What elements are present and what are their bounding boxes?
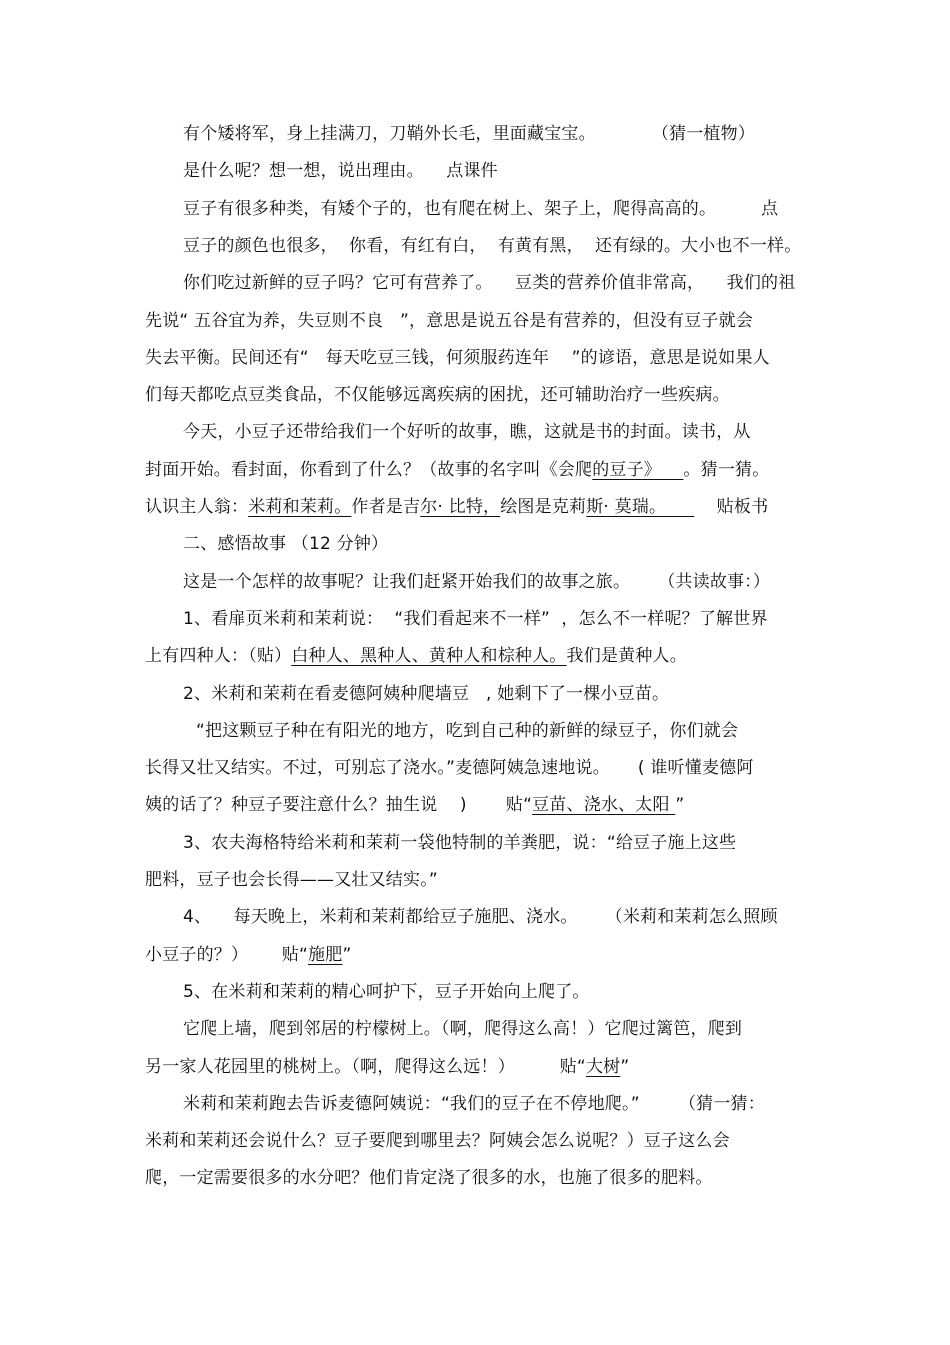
text-segment: 2、米莉和茉莉在看麦德阿姨种爬墙豆 , 她剩下了一棵小豆苗。 <box>183 683 670 704</box>
text-line <box>0 1086 950 1123</box>
text-line <box>0 787 950 824</box>
text-segment: 3、农夫海格特给米莉和茉莉一袋他特制的羊粪肥，说：“给豆子施上这些 <box>183 832 737 853</box>
text-segment: 上有四种人：（贴） <box>145 646 292 667</box>
text-line <box>0 1123 950 1160</box>
text-segment: 作者是吉 <box>351 497 421 517</box>
text-line <box>0 1049 950 1086</box>
text-segment: 4、 每天晚上，米莉和茉莉都给豆子施肥、浇水。 （米莉和茉莉怎么照顾 <box>183 907 778 928</box>
text-segment: 失去平衡。民间还有“ 每天吃豆三钱，何须服药连年 ”的谚语，意思是说如果人 <box>145 347 770 368</box>
text-segment: 米莉和茉莉跑去告诉麦德阿姨说：“我们的豆子在不停地爬。” （猜一猜： <box>183 1093 765 1114</box>
text-line <box>0 937 950 974</box>
text-line <box>0 862 950 899</box>
text-segment: 二、感悟故事 （12 分钟） <box>183 534 389 555</box>
text-segment: “把这颗豆子种在有阳光的地方，吃到自己种的新鲜的绿豆子，你们就会 <box>196 720 739 741</box>
text-line <box>0 1011 950 1048</box>
text-segment: 它爬上墙，爬到邻居的柠檬树上。（啊，爬得这么高！）它爬过篱笆，爬到 <box>183 1019 743 1040</box>
text-line <box>0 377 950 414</box>
text-line <box>0 676 950 713</box>
text-line <box>0 526 950 563</box>
text-line <box>0 340 950 377</box>
text-line <box>0 303 950 340</box>
text-line <box>0 750 950 787</box>
underlined-text: 大树 <box>585 1056 621 1077</box>
text-line <box>0 825 950 862</box>
text-segment: 1、看扉页米莉和茉莉说： “我们看起来不一样” ，怎么不一样呢？了解世界 <box>183 608 768 629</box>
text-segment: 爬，一定需要很多的水分吧？他们肯定浇了很多的水，也施了很多的肥料。 <box>145 1168 713 1189</box>
text-segment: 有个矮将军，身上挂满刀，刀鞘外长毛，里面藏宝宝。 （猜一植物） <box>183 124 756 144</box>
text-segment: 我们是黄种人。 <box>566 646 687 667</box>
text-line <box>0 452 950 489</box>
text-segment: 小豆子的？） 贴“ <box>145 944 309 965</box>
underlined-text: 米莉和茉莉。 <box>248 497 352 517</box>
text-line <box>0 414 950 451</box>
text-line <box>0 1160 950 1197</box>
text-segment: 肥料，豆子也会长得——又壮又结实。” <box>145 870 438 890</box>
text-segment: 先说“ 五谷宜为养，失豆则不良 ”，意思是说五谷是有营养的，但没有豆子就会 <box>145 310 754 331</box>
underlined-text: 豆苗、浇水、太阳 <box>532 795 676 816</box>
text-line <box>0 116 950 153</box>
underlined-text: 斯· 莫瑞。 <box>586 497 695 517</box>
text-line <box>0 265 950 302</box>
underlined-text: 的豆子》 <box>592 459 684 480</box>
text-segment: 是什么呢？想一想，说出理由。 点课件 <box>183 161 498 182</box>
text-segment: 认识主人翁： <box>145 497 249 517</box>
text-line <box>0 713 950 750</box>
text-segment: ” <box>342 944 352 965</box>
text-segment: 豆子的颜色也很多， 你看，有红有白， 有黄有黑， 还有绿的。大小也不一样。 <box>183 235 802 256</box>
text-line <box>0 638 950 675</box>
underlined-text: 尔· 比特， <box>420 497 501 517</box>
text-segment: 米莉和茉莉还会说什么？豆子要爬到哪里去？阿姨会怎么说呢？）豆子这么会 <box>145 1131 730 1152</box>
text-line <box>0 228 950 265</box>
text-line <box>0 899 950 936</box>
text-segment: 们每天都吃点豆类食品，不仅能够远离疾病的困扰，还可辅助治疗一些疾病。 <box>145 385 730 406</box>
text-segment: 这是一个怎样的故事呢？让我们赶紧开始我们的故事之旅。 （共读故事：） <box>183 571 771 592</box>
underlined-text: 施肥 <box>308 944 343 965</box>
text-segment: 。猜一猜。 <box>683 459 770 480</box>
text-line <box>0 191 950 228</box>
text-segment: 另一家人花园里的桃树上。（啊，爬得这么远！） 贴“ <box>145 1056 586 1077</box>
text-segment: 绘图是克莉 <box>500 497 587 517</box>
text-segment: 豆子有很多种类，有矮个子的，也有爬在树上、架子上，爬得高高的。 点 <box>183 198 779 219</box>
underlined-text: 白种人、黑种人、黄种人和棕种人。 <box>291 646 567 667</box>
text-segment: 你们吃过新鲜的豆子吗？它可有营养了。 豆类的营养价值非常高， 我们的祖 <box>183 273 796 294</box>
text-segment: 5、在米莉和茉莉的精心呵护下，豆子开始向上爬了。 <box>183 981 590 1002</box>
text-line <box>0 601 950 638</box>
text-line <box>0 974 950 1011</box>
text-line <box>0 564 950 601</box>
text-line <box>0 153 950 190</box>
text-segment: 长得又壮又结实。不过，可别忘了浇水。”麦德阿姨急速地说。 ( 谁听懂麦德阿 <box>145 758 754 779</box>
text-segment: 姨的话了？种豆子要注意什么？抽生说 ) 贴“ <box>145 795 533 816</box>
text-segment: ” <box>675 795 685 816</box>
text-line <box>0 489 950 526</box>
text-segment: 今天，小豆子还带给我们一个好听的故事，瞧，这就是书的封面。读书，从 <box>183 422 751 443</box>
text-segment: ” <box>620 1056 630 1077</box>
text-segment: 封面开始。看封面，你看到了什么？（故事的名字叫《会爬 <box>145 459 593 480</box>
text-segment: 贴板书 <box>694 497 769 517</box>
